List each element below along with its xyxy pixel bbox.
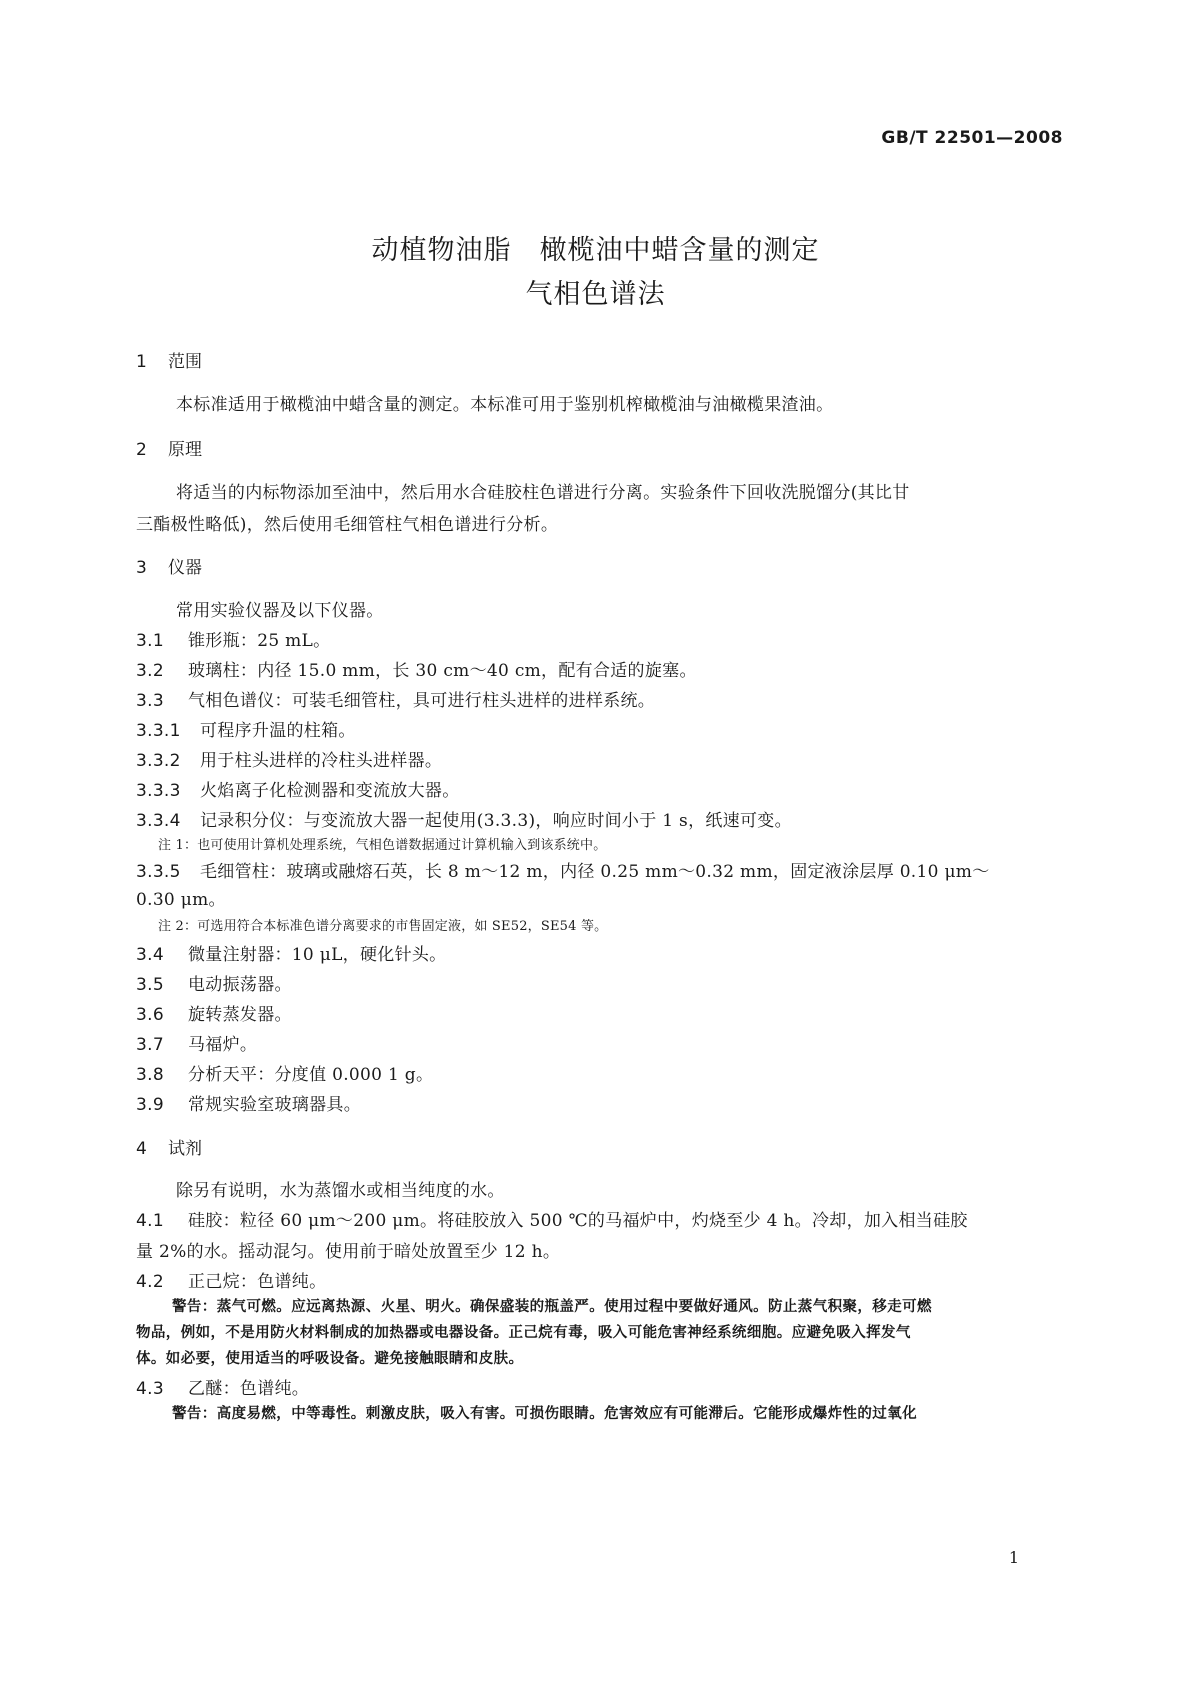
list-item-continuation: 0.30 μm。 — [136, 890, 226, 910]
list-item: 3.9 常规实验室玻璃器具。 — [136, 1095, 361, 1115]
list-item: 3.1 锥形瓶：25 mL。 — [136, 631, 331, 651]
list-item: 3.3.3 火焰离子化检测器和变流放大器。 — [136, 781, 460, 801]
list-item: 4.3 乙醚：色谱纯。 — [136, 1379, 310, 1399]
note: 注 2：可选用符合本标准色谱分离要求的市售固定液，如 SE52，SE54 等。 — [158, 919, 608, 934]
list-item: 3.3.2 用于柱头进样的冷柱头进样器。 — [136, 751, 443, 771]
section-title: 试剂 — [168, 1139, 202, 1159]
list-item: 3.4 微量注射器：10 μL，硬化针头。 — [136, 945, 447, 965]
principle-paragraph-line2: 三酯极性略低)，然后使用毛细管柱气相色谱进行分析。 — [136, 515, 559, 535]
list-item: 4.1 硅胶：粒径 60 μm～200 μm。将硅胶放入 500 ℃的马福炉中，灼烧至少 4 h。冷却，加入相当硅胶 — [136, 1211, 968, 1231]
list-item: 3.3.1 可程序升温的柱箱。 — [136, 721, 356, 741]
page-number: 1 — [1008, 1548, 1019, 1567]
warning-text: 体。如必要，使用适当的呼吸设备。避免接触眼睛和皮肤。 — [136, 1351, 524, 1367]
section-title: 范围 — [168, 352, 202, 372]
section-number: 3 — [136, 558, 147, 578]
warning-text: 警告：蒸气可燃。应远离热源、火星、明火。确保盛装的瓶盖严。使用过程中要做好通风。防止蒸气积聚，移走可燃 — [172, 1299, 932, 1315]
warning-text: 警告：高度易燃，中等毒性。刺激皮肤，吸入有害。可损伤眼睛。危害效应有可能滞后。它能形成爆炸性的过氧化 — [172, 1406, 917, 1422]
principle-paragraph-line1: 将适当的内标物添加至油中，然后用水合硅胶柱色谱进行分离。实验条件下回收洗脱馏分(其比甘 — [176, 483, 910, 503]
section-number: 1 — [136, 352, 147, 372]
section-title: 仪器 — [168, 558, 202, 578]
standard-number: GB/T 22501—2008 — [881, 128, 1063, 148]
document-title: 动植物油脂 橄榄油中蜡含量的测定 — [371, 235, 820, 266]
list-item: 4.2 正己烷：色谱纯。 — [136, 1272, 327, 1292]
list-item: 3.6 旋转蒸发器。 — [136, 1005, 292, 1025]
list-item: 3.3 气相色谱仪：可装毛细管柱，具可进行柱头进样的进样系统。 — [136, 691, 656, 711]
list-item: 3.5 电动振荡器。 — [136, 975, 292, 995]
list-item: 3.7 马福炉。 — [136, 1035, 258, 1055]
list-item: 3.3.4 记录积分仪：与变流放大器一起使用(3.3.3)，响应时间小于 1 s，纸速可变。 — [136, 811, 792, 831]
list-item: 3.2 玻璃柱：内径 15.0 mm，长 30 cm～40 cm，配有合适的旋塞。 — [136, 661, 697, 681]
section-heading-scope — [136, 347, 202, 372]
section-heading-apparatus — [136, 553, 202, 578]
list-item-continuation: 量 2%的水。摇动混匀。使用前于暗处放置至少 12 h。 — [136, 1242, 561, 1262]
apparatus-intro: 常用实验仪器及以下仪器。 — [176, 601, 384, 621]
section-number: 2 — [136, 440, 147, 460]
document-subtitle: 气相色谱法 — [525, 279, 666, 310]
warning-text: 物品，例如，不是用防火材料制成的加热器或电器设备。正己烷有毒，吸入可能危害神经系统细胞。应避免吸入挥发气 — [136, 1325, 911, 1341]
section-heading-reagents — [136, 1134, 202, 1159]
section-number: 4 — [136, 1139, 147, 1159]
list-item: 3.3.5 毛细管柱：玻璃或融熔石英，长 8 m～12 m，内径 0.25 mm～0.32 mm，固定液涂层厚 0.10 μm～ — [136, 862, 990, 882]
section-title: 原理 — [168, 440, 202, 460]
list-item: 3.8 分析天平：分度值 0.000 1 g。 — [136, 1065, 434, 1085]
scope-paragraph: 本标准适用于橄榄油中蜡含量的测定。本标准可用于鉴别机榨橄榄油与油橄榄果渣油。 — [176, 395, 834, 415]
section-heading-principle — [136, 435, 202, 460]
note: 注 1：也可使用计算机处理系统，气相色谱数据通过计算机输入到该系统中。 — [158, 838, 607, 853]
reagents-intro: 除另有说明，水为蒸馏水或相当纯度的水。 — [176, 1181, 505, 1201]
